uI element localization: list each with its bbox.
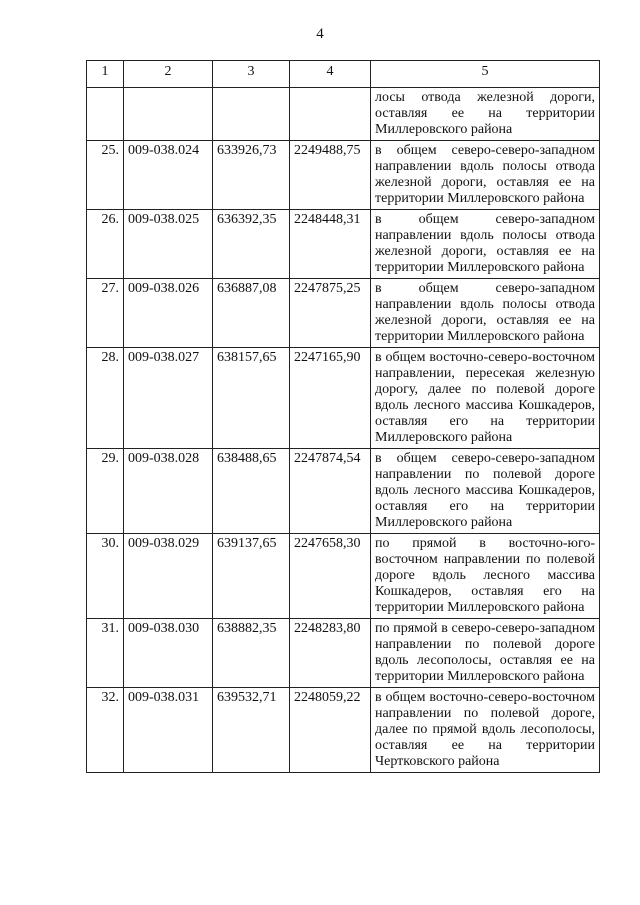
header-col-4: 4 [290,61,371,88]
point-code: 009-038.029 [124,534,213,619]
header-col-3: 3 [213,61,290,88]
coordinate-x: 638882,35 [213,619,290,688]
point-code: 009-038.031 [124,688,213,773]
coordinate-x: 636392,35 [213,210,290,279]
point-code: 009-038.027 [124,348,213,449]
header-row [87,61,600,88]
continuation-x-cell [213,88,290,141]
coordinate-x: 636887,08 [213,279,290,348]
header-col-2: 2 [124,61,213,88]
boundary-description: в общем северо-северо-западном направлении по полевой дороге вдоль лесного массива Кошкадеров, оставляя его на территории Миллеровского района [371,449,600,534]
boundary-points-table [86,60,600,773]
continuation-code-cell [124,88,213,141]
row-number: 25. [87,141,124,210]
point-code: 009-038.028 [124,449,213,534]
header-col-1: 1 [87,61,124,88]
point-code: 009-038.024 [124,141,213,210]
continuation-row [87,88,600,141]
coordinate-x: 639532,71 [213,688,290,773]
point-code: 009-038.025 [124,210,213,279]
header-col-5: 5 [371,61,600,88]
coordinate-x: 638488,65 [213,449,290,534]
table-header [87,61,600,88]
row-number: 30. [87,534,124,619]
continuation-y-cell [290,88,371,141]
row-number: 28. [87,348,124,449]
boundary-description: в общем северо-северо-западном направлении вдоль полосы отвода железной дороги, оставляя ее на территории Миллеровского района [371,141,600,210]
table-row [87,688,600,773]
table-row [87,534,600,619]
coordinate-y: 2247874,54 [290,449,371,534]
table-row [87,141,600,210]
coordinate-y: 2247165,90 [290,348,371,449]
coordinate-x: 639137,65 [213,534,290,619]
point-code: 009-038.026 [124,279,213,348]
coordinate-y: 2248448,31 [290,210,371,279]
boundary-description: по прямой в северо-северо-западном направлении по полевой дороге вдоль лесополосы, оставляя ее на территории Миллеровского района [371,619,600,688]
boundary-description: в общем северо-западном направлении вдоль полосы отвода железной дороги, оставляя ее на территории Миллеровского района [371,210,600,279]
row-number: 26. [87,210,124,279]
coordinate-y: 2249488,75 [290,141,371,210]
table-row [87,619,600,688]
continuation-description: лосы отвода железной дороги, оставляя ее на территории Миллеровского района [371,88,600,141]
row-number: 27. [87,279,124,348]
coordinate-y: 2248059,22 [290,688,371,773]
table-row [87,279,600,348]
boundary-description: по прямой в восточно-юго-восточном направлении по полевой дороге вдоль лесного массива Кошкадеров, оставляя его на территории Миллеровского района [371,534,600,619]
table-body [87,88,600,773]
table-row [87,449,600,534]
coordinate-x: 633926,73 [213,141,290,210]
row-number: 29. [87,449,124,534]
coordinate-x: 638157,65 [213,348,290,449]
row-number: 31. [87,619,124,688]
table-row [87,348,600,449]
boundary-description: в общем северо-западном направлении вдоль полосы отвода железной дороги, оставляя ее на территории Миллеровского района [371,279,600,348]
page-number: 4 [316,26,324,42]
table-row [87,210,600,279]
boundary-description: в общем восточно-северо-восточном направлении по полевой дороге, далее по прямой вдоль лесополосы, оставляя ее на территории Чертковского района [371,688,600,773]
coordinate-y: 2247658,30 [290,534,371,619]
coordinate-y: 2248283,80 [290,619,371,688]
row-number: 32. [87,688,124,773]
boundary-description: в общем восточно-северо-восточном направлении, пересекая железную дорогу, далее по полевой дороге вдоль лесного массива Кошкадеров, оставляя его на территории Миллеровского района [371,348,600,449]
continuation-num-cell [87,88,124,141]
coordinate-y: 2247875,25 [290,279,371,348]
point-code: 009-038.030 [124,619,213,688]
